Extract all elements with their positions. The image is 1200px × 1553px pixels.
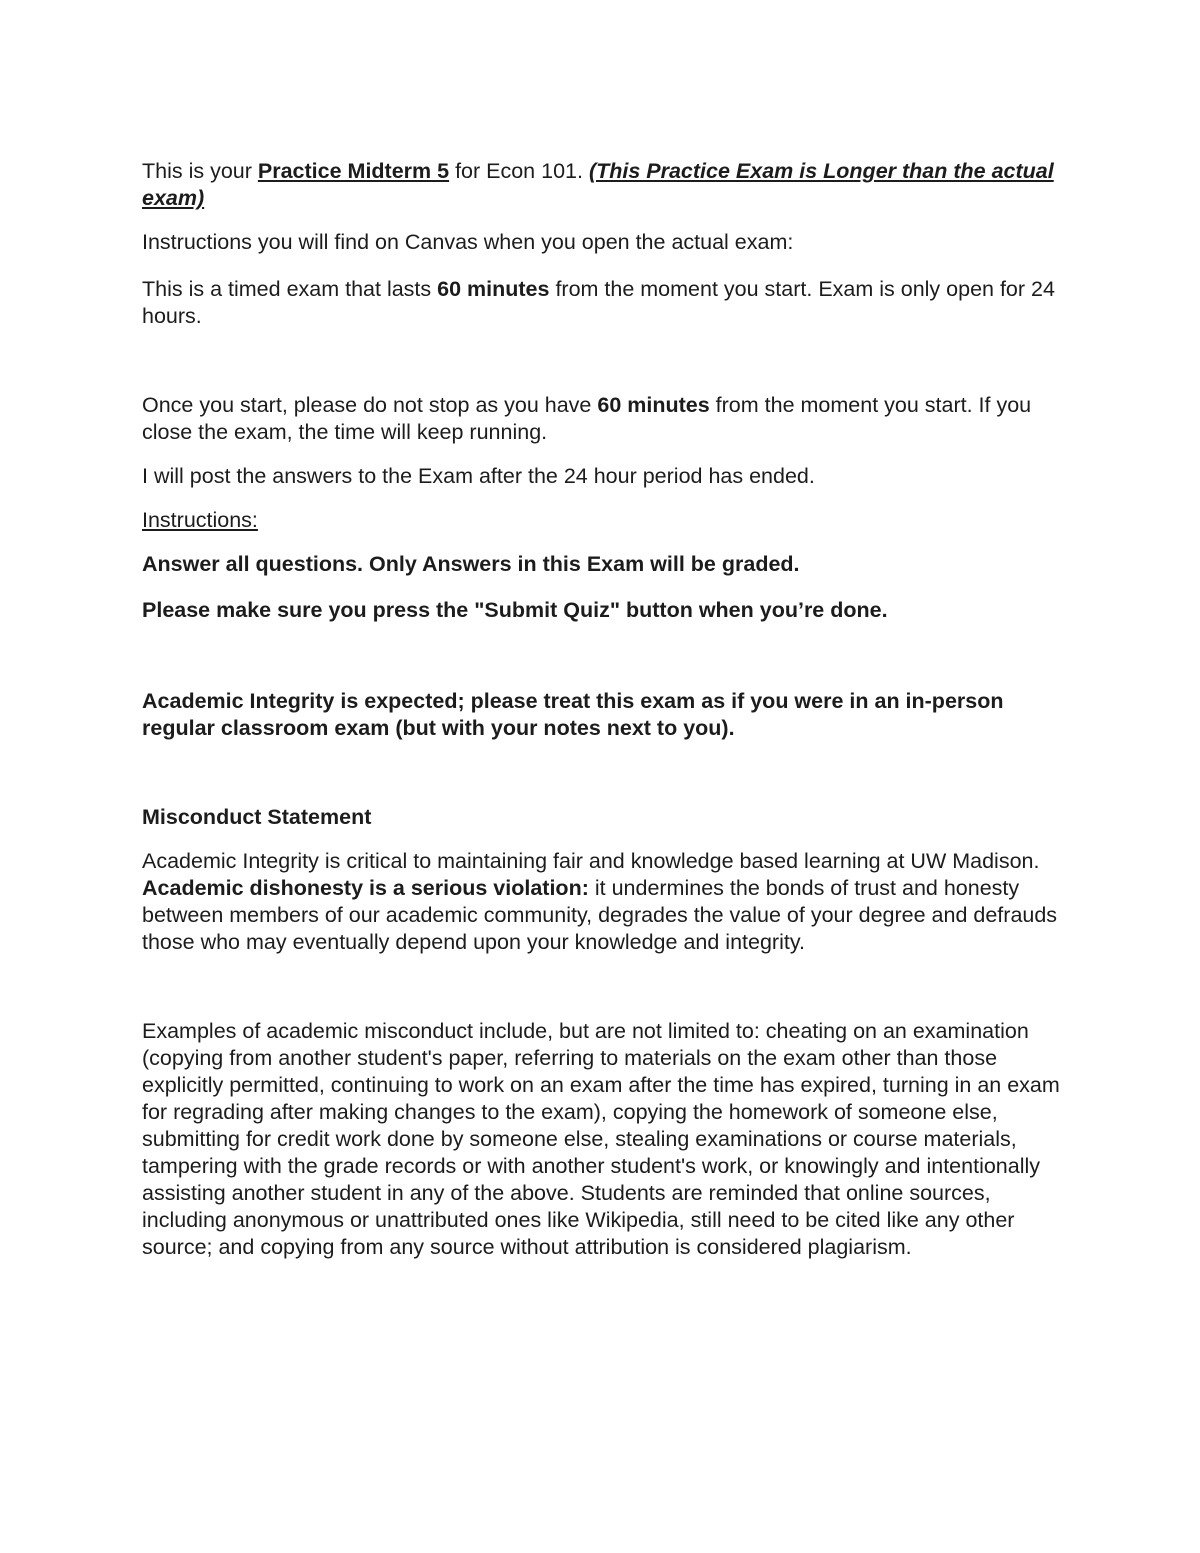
intro-paragraph bbox=[142, 158, 1062, 212]
once-start-text-1: Once you start, please do not stop as you have bbox=[142, 393, 598, 417]
timed-text-1: This is a timed exam that lasts bbox=[142, 277, 438, 301]
intro-text-2: for Econ 101. bbox=[449, 159, 589, 183]
exam-length-note: (This Practice Exam is Longer than the actual exam) bbox=[142, 159, 1054, 210]
timed-text-2: from the moment you start. Exam is only open for 24 hours. bbox=[142, 277, 1055, 328]
once-start-paragraph bbox=[142, 392, 1062, 446]
timed-exam-paragraph bbox=[142, 276, 1062, 330]
intro-text-1: This is your bbox=[142, 159, 258, 183]
submit-quiz-instruction: Please make sure you press the "Submit Quiz" button when you’re done. bbox=[142, 598, 888, 622]
misconduct-text-2: it undermines the bonds of trust and honesty between members of our academic community, degrades the value of your degree and defrauds those who may eventually depend upon your knowledge and integrity. bbox=[142, 876, 1058, 954]
document-body bbox=[142, 158, 1062, 1261]
misconduct-examples-paragraph: Examples of academic misconduct include, but are not limited to: cheating on an examination (copying from another student's paper, referring to materials on the exam other than those explicitly permitted, continuing to work on an exam after the time has expired, turning in an exam for regrading after making changes to the exam), copying the homework of someone else, submitting for credit work done by someone else, stealing examinations or course materials, tampering with the grade records or with another student's work, or knowingly and intentionally assisting another student in any of the above. Students are reminded that online sources, including anonymous or unattributed ones like Wikipedia, still need to be cited like any other source; and copying from any source without attribution is considered plagiarism. bbox=[142, 1019, 1060, 1259]
exam-name: Practice Midterm 5 bbox=[257, 159, 450, 183]
answer-all-instruction: Answer all questions. Only Answers in this Exam will be graded. bbox=[142, 552, 800, 576]
misconduct-paragraph bbox=[142, 848, 1062, 956]
once-start-text-2: from the moment you start. If you close the exam, the time will keep running. bbox=[142, 393, 1032, 444]
dishonesty-violation: Academic dishonesty is a serious violation: bbox=[142, 876, 589, 900]
canvas-instructions: Instructions you will find on Canvas when you open the actual exam: bbox=[142, 230, 794, 254]
once-start-duration: 60 minutes bbox=[597, 393, 710, 417]
misconduct-text-1: Academic Integrity is critical to maintaining fair and knowledge based learning at UW Madison. bbox=[142, 849, 1040, 873]
integrity-expected-statement: Academic Integrity is expected; please treat this exam as if you were in an in-person regular classroom exam (but with your notes next to you). bbox=[142, 689, 1004, 740]
misconduct-heading: Misconduct Statement bbox=[142, 805, 372, 829]
instructions-heading: Instructions: bbox=[142, 508, 258, 532]
answers-post-note: I will post the answers to the Exam after the 24 hour period has ended. bbox=[142, 464, 815, 488]
timed-duration: 60 minutes bbox=[437, 277, 550, 301]
